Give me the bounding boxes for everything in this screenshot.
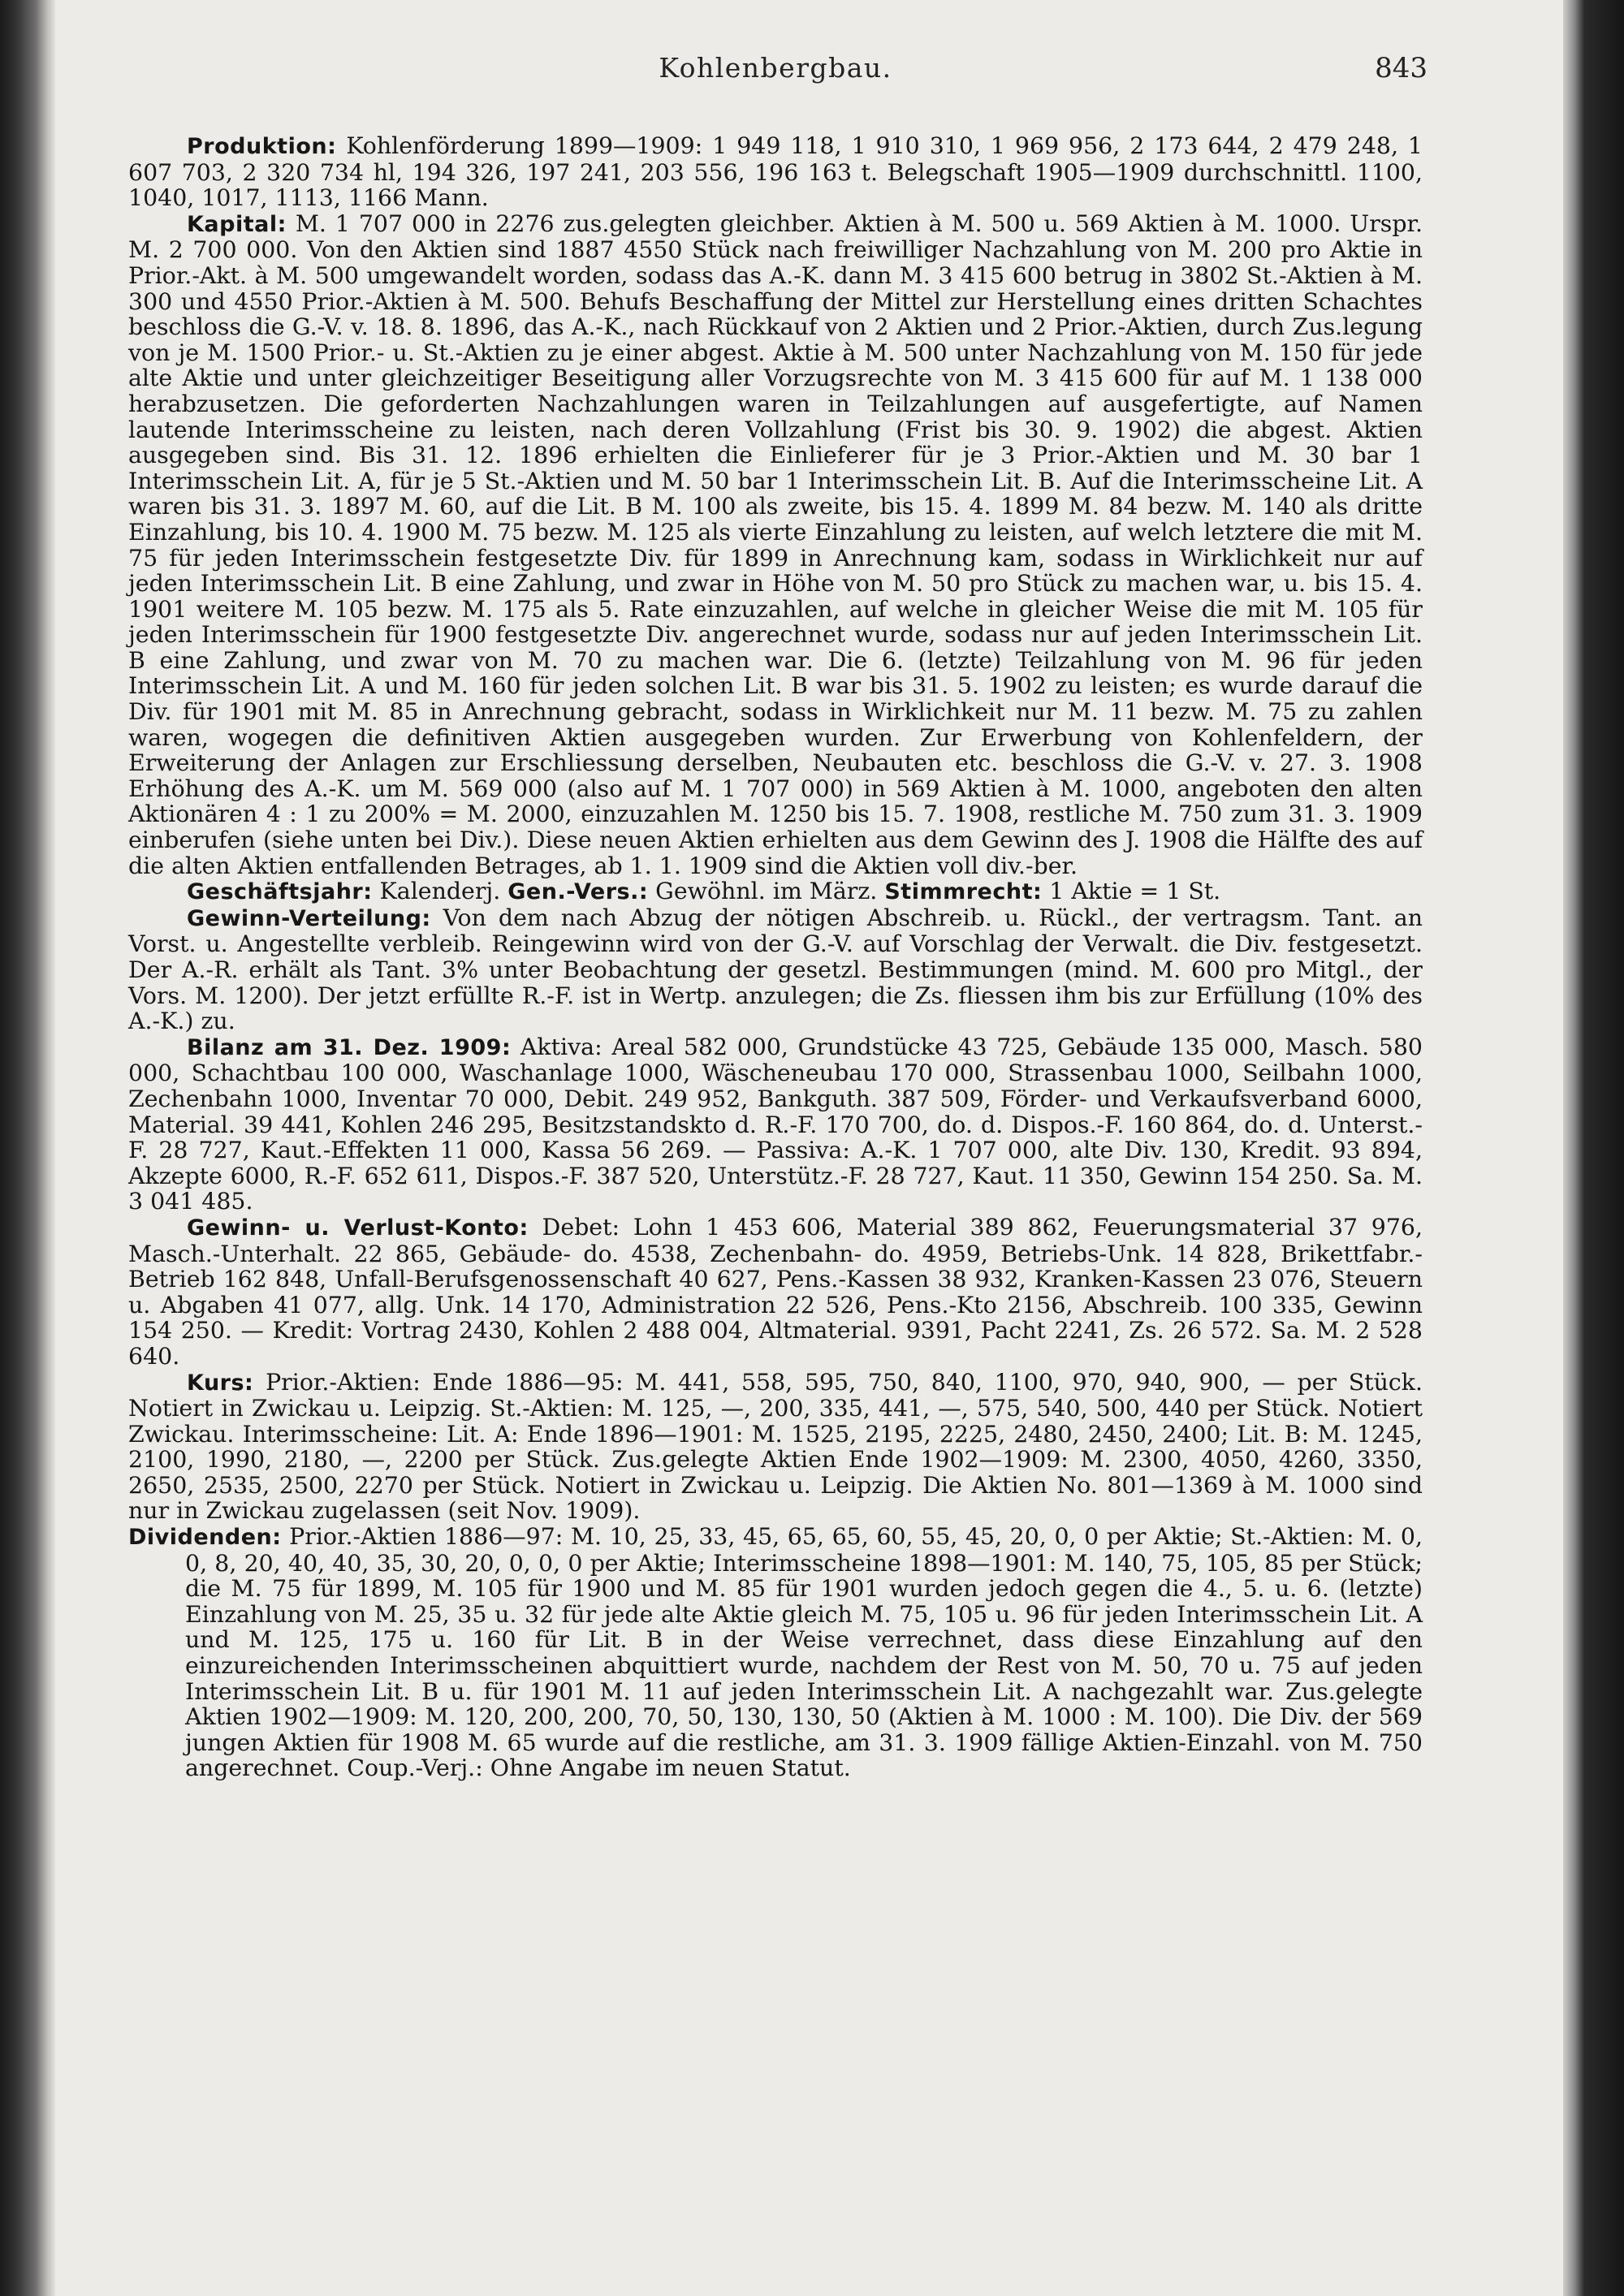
section-text: Prior.-Aktien: Ende 1886—95: M. 441, 558, 595, 750, 840, 1100, 970, 940, 900, — per Stück. Notiert in Zwickau u. Leipzig. St.-Aktien: M. 125, —, 200, 335, 441, —, 575, 540, 500, 440 per Stück. Notiert Zwickau. Interimsscheine: Lit. A: Ende 1896—1901: M. 1525, 2195, 2225, 2480, 2450, 2400; Lit. B: M. 1245, 2100, 1990, 2180, —, 2200 per Stück. Zus.gelegte Aktien Ende 1902—1909: M. 2300, 4050, 4260, 3350, 2650, 2535, 2500, 2270 per Stück. Notiert in Zwickau u. Leipzig. Die Aktien No. 801—1369 à M. 1000 sind nur in Zwickau zugelassen (seit Nov. 1909). [128, 1368, 1423, 1525]
section-gewinn-verlust [128, 1215, 1423, 1370]
section-label: Gewinn-Verteilung: [187, 905, 431, 931]
section-label: Dividenden: [128, 1525, 282, 1551]
section-label: Kurs: [187, 1370, 254, 1396]
section-label: Gewinn- u. Verlust-Konto: [187, 1215, 529, 1241]
section-text: M. 1 707 000 in 2276 zus.gelegten gleichber. Aktien à M. 500 u. 569 Aktien à M. 1000. Urspr. M. 2 700 000. Von den Aktien sind 1887 4550 Stück nach freiwilliger Nachzahlung von M. 200 pro Aktie in Prior.-Akt. à M. 500 umgewandelt worden, sodass das A.-K. dann M. 3 415 600 betrug in 3802 St.-Aktien à M. 300 und 4550 Prior.-Aktien à M. 500. Behufs Beschaffung der Mittel zur Herstellung eines dritten Schachtes beschloss die G.-V. v. 18. 8. 1896, das A.-K., nach Rückkauf von 2 Aktien und 2 Prior.-Aktien, durch Zus.legung von je M. 1500 Prior.- u. St.-Aktien zu je einer abgest. Aktie à M. 500 unter Nachzahlung von M. 150 für jede alte Aktie und unter gleichzeitiger Beseitigung aller Vorzugsrechte von M. 3 415 600 für auf M. 1 138 000 herabzusetzen. Die geforderten Nachzahlungen waren in Teilzahlungen auf ausgefertigte, auf Namen lautende Interimsscheine zu leisten, nach deren Vollzahlung (Frist bis 30. 9. 1902) die abgest. Aktien ausgegeben sind. Bis 31. 12. 1896 erhielten die Einlieferer für je 3 Prior.-Aktien und M. 30 bar 1 Interimsschein Lit. A, für je 5 St.-Aktien und M. 50 bar 1 Interimsschein Lit. B. Auf die Interimsscheine Lit. A waren bis 31. 3. 1897 M. 60, auf die Lit. B M. 100 als zweite, bis 15. 4. 1899 M. 84 bezw. M. 140 als dritte Einzahlung, bis 10. 4. 1900 M. 75 bezw. M. 125 als vierte Einzahlung zu leisten, auf welch letztere die mit M. 75 für jeden Interimsschein festgesetzte Div. für 1899 in Anrechnung kam, sodass in Wirklichkeit nur auf jeden Interimsschein Lit. B eine Zahlung, und zwar in Höhe von M. 50 pro Stück zu machen war, u. bis 15. 4. 1901 weitere M. 105 bezw. M. 175 als 5. Rate einzuzahlen, auf welche in gleicher Weise die mit M. 105 für jeden Interimsschein für 1900 festgesetzte Div. angerechnet wurde, sodass nur auf jeden Interimsschein Lit. B eine Zahlung, und zwar von M. 70 zu machen war. Die 6. (letzte) Teilzahlung von M. 96 für jeden Interimsschein Lit. A und M. 160 für jeden solchen Lit. B war bis 31. 5. 1902 zu leisten; es wurde darauf die Div. für 1901 mit M. 85 in Anrechnung gebracht, sodass in Wirklichkeit nur M. 11 bezw. M. 75 zu zahlen waren, wogegen die definitiven Aktien ausgegeben wurden. Zur Erwerbung von Kohlenfeldern, der Erweiterung der Anlagen zur Erschliessung derselben, Neubauten etc. beschloss die G.-V. v. 27. 3. 1908 Erhöhung des A.-K. um M. 569 000 (also auf M. 1 707 000) in 569 Aktien à M. 1000, angeboten den alten Aktionären 4 : 1 zu 200% = M. 2000, einzuzahlen M. 1250 bis 15. 7. 1908, restliche M. 750 zum 31. 3. 1909 einberufen (siehe unten bei Div.). Diese neuen Aktien erhielten aus dem Gewinn des J. 1908 die Hälfte des auf die alten Aktien entfallenden Betrages, ab 1. 1. 1909 sind die Aktien voll div.-ber. [128, 209, 1423, 879]
section-text: Debet: Lohn 1 453 606, Material 389 862, Feuerungsmaterial 37 976, Masch.-Unterhalt. 22 865, Gebäude- do. 4538, Zechenbahn- do. 4959, Betriebs-Unk. 14 828, Brikettfabr.-Betrieb 162 848, Unfall-Berufsgenossenschaft 40 627, Pens.-Kassen 38 932, Kranken-Kassen 23 076, Steuern u. Abgaben 41 077, allg. Unk. 14 170, Administration 22 526, Pens.-Kto 2156, Abschreib. 100 335, Gewinn 154 250. — Kredit: Vortrag 2430, Kohlen 2 488 004, Altmaterial. 9391, Pacht 2241, Zs. 26 572. Sa. M. 2 528 640. [128, 1213, 1423, 1370]
section-text: Von dem nach Abzug der nötigen Abschreib. u. Rückl., der vertragsm. Tant. an Vorst. u. Angestellte verbleib. Reingewinn wird von der G.-V. auf Vorschlag der Verwalt. die Div. festgesetzt. Der A.-R. erhält als Tant. 3% unter Beobachtung der gesetzl. Bestimmungen (mind. M. 600 pro Mitgl., der Vors. M. 1200). Der jetzt erfüllte R.-F. ist in Wertp. anzulegen; die Zs. fliessen ihm bis zur Erfüllung (10% des A.-K.) zu. [128, 904, 1423, 1035]
section-kapital [128, 211, 1423, 878]
section-dividenden [128, 1524, 1423, 1781]
section-text: Prior.-Aktien 1886—97: M. 10, 25, 33, 45, 65, 65, 60, 55, 45, 20, 0, 0 per Aktie; St.-Aktien: M. 0, 0, 8, 20, 40, 40, 35, 30, 20, 0, 0, 0 per Aktie; Interimsscheine 1898—1901: M. 140, 75, 105, 85 per Stück; die M. 75 für 1899, M. 105 für 1900 und M. 85 für 1901 wurden jedoch gegen die 4., 5. u. 6. (letzte) Einzahlung von M. 25, 35 u. 32 für jede alte Aktie gleich M. 75, 105 u. 96 für jeden Interimsschein Lit. A und M. 125, 175 u. 160 für Lit. B in der Weise verrechnet, dass diese Einzahlung auf den einzureichenden Interimsscheinen abquittiert wurde, nachdem der Rest von M. 50, 70 u. 75 auf jeden Interimsschein Lit. B u. für 1901 M. 11 auf jeden Interimsschein Lit. A nachgezahlt war. Zus.gelegte Aktien 1902—1909: M. 120, 200, 200, 70, 50, 130, 130, 50 (Aktien à M. 1000 : M. 100). Die Div. der 569 jungen Aktien für 1908 M. 65 wurde auf die restliche, am 31. 3. 1909 fällige Aktien-Einzahl. von M. 750 angerechnet. Coup.-Verj.: Ohne Angabe im neuen Statut. [185, 1523, 1423, 1782]
section-label: Kapital: [187, 211, 287, 237]
section-text-stimmrecht: 1 Aktie = 1 St. [1042, 878, 1221, 905]
section-geschaeftsjahr [128, 878, 1423, 905]
section-bilanz [128, 1034, 1423, 1215]
section-kurs [128, 1370, 1423, 1525]
section-label-gen-vers: Gen.-Vers.: [508, 879, 649, 905]
scan-right-edge [1563, 0, 1624, 2296]
section-gewinn-verteilung [128, 905, 1423, 1034]
body-text [128, 133, 1423, 1781]
scan-left-edge [0, 0, 55, 2296]
running-head [128, 49, 1427, 97]
section-produktion [128, 133, 1423, 211]
section-text: Kalenderj. [372, 878, 508, 905]
section-label: Produktion: [187, 134, 337, 159]
page-title: Kohlenbergbau. [659, 52, 892, 84]
section-text: Kohlenförderung 1899—1909: 1 949 118, 1 910 310, 1 969 956, 2 173 644, 2 479 248, 1 607 703, 2 320 734 hl, 194 326, 197 241, 203 556, 196 163 t. Belegschaft 1905—1909 durchschnittl. 1100, 1040, 1017, 1113, 1166 Mann. [128, 132, 1423, 212]
document-page [128, 49, 1427, 1782]
section-text: Aktiva: Areal 582 000, Grundstücke 43 725, Gebäude 135 000, Masch. 580 000, Schachtbau 100 000, Waschanlage 1000, Wäscheneubau 170 000, Strassenbau 1000, Seilbahn 1000, Zechenbahn 1000, Inventar 70 000, Debit. 249 952, Bankguth. 387 509, Förder- und Verkaufsverband 6000, Material. 39 441, Kohlen 246 295, Besitzstandskto d. R.-F. 170 700, do. d. Dispos.-F. 160 864, do. d. Unterst.-F. 28 727, Kaut.-Effekten 11 000, Kassa 56 269. — Passiva: A.-K. 1 707 000, alte Div. 130, Kredit. 93 894, Akzepte 6000, R.-F. 652 611, Dispos.-F. 387 520, Unterstütz.-F. 28 727, Kaut. 11 350, Gewinn 154 250. Sa. M. 3 041 485. [128, 1033, 1423, 1215]
section-text-gen-vers: Gewöhnl. im März. [648, 878, 885, 905]
section-label: Geschäftsjahr: [187, 879, 373, 905]
section-label: Bilanz am 31. Dez. 1909: [187, 1034, 512, 1060]
section-label-stimmrecht: Stimmrecht: [884, 879, 1043, 905]
page-number: 843 [1375, 52, 1427, 84]
